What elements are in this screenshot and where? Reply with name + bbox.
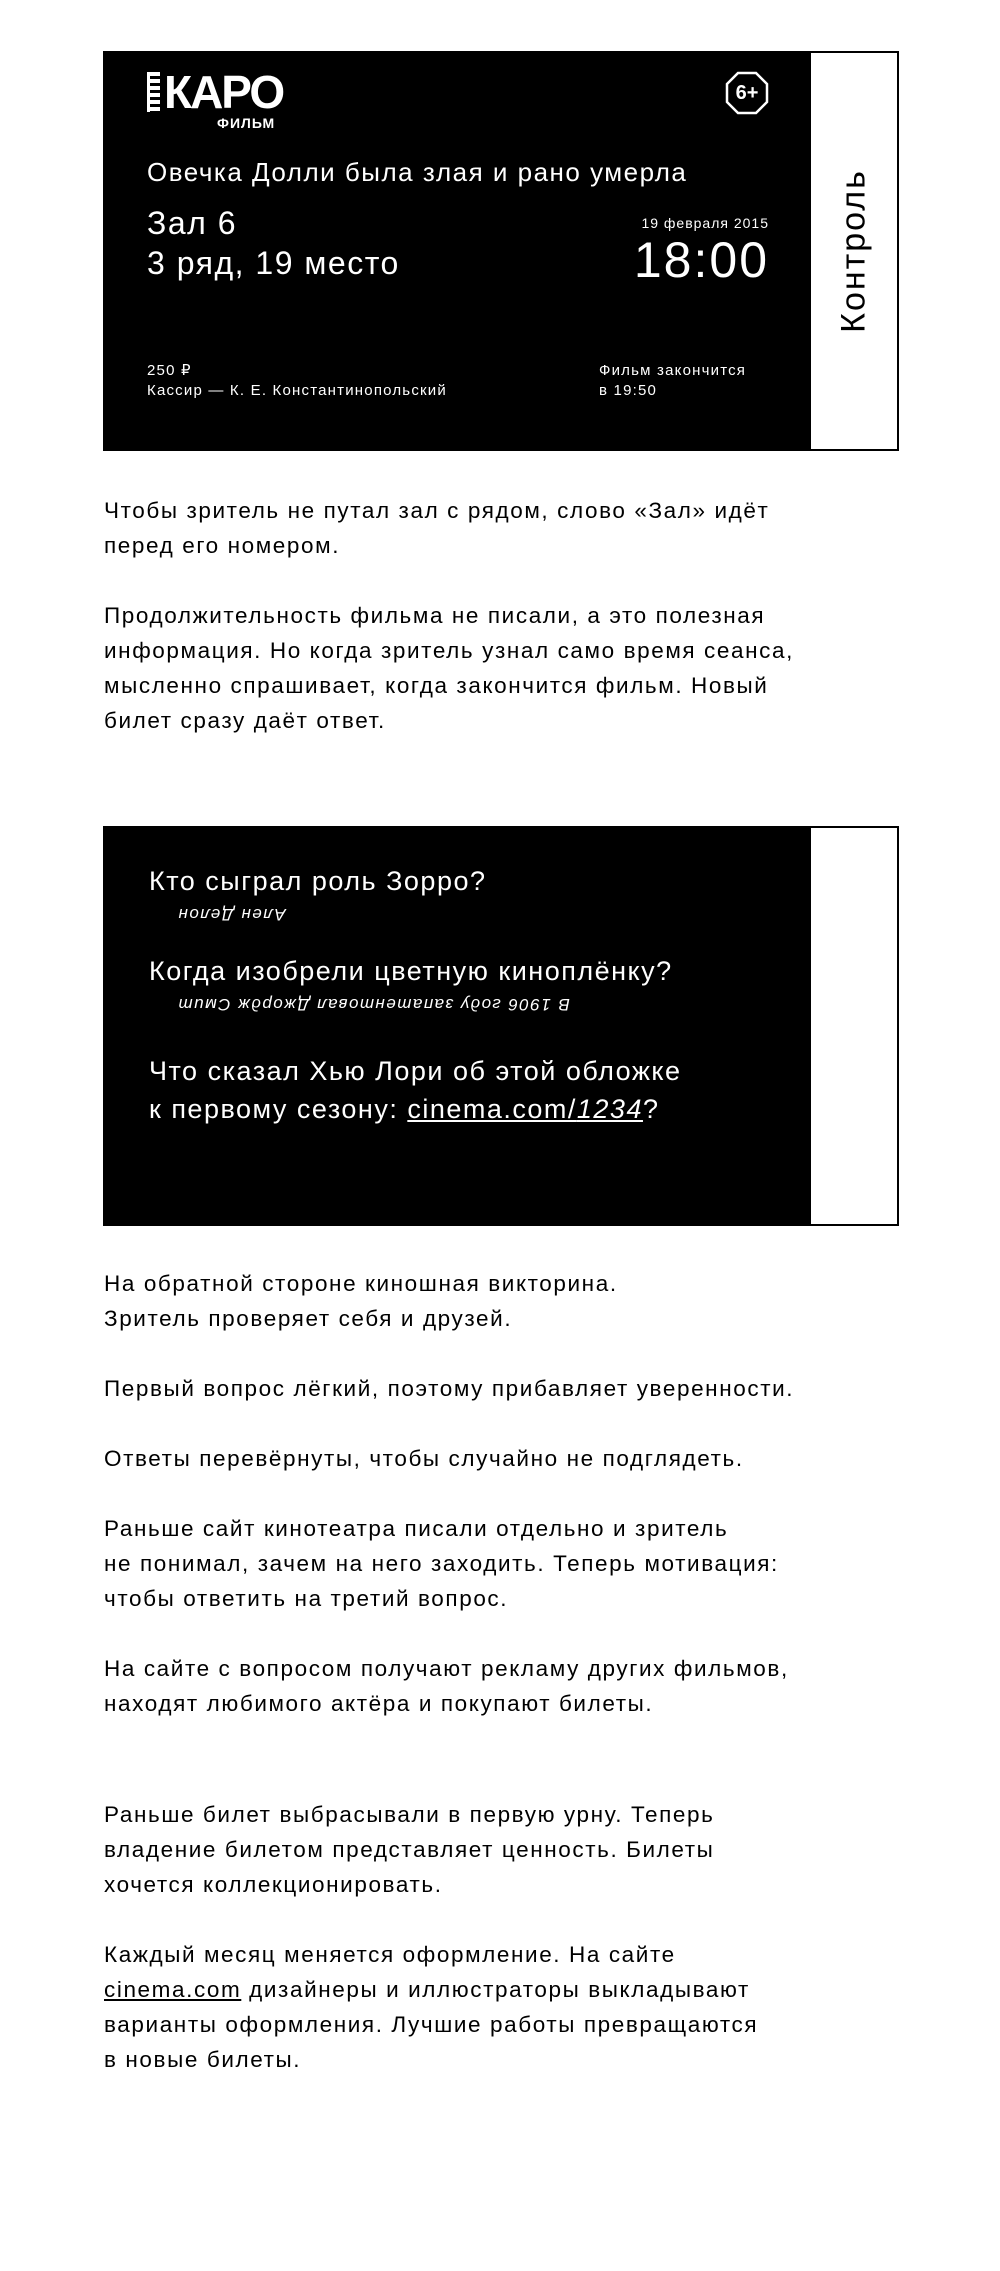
design-paragraph <box>104 1937 924 2077</box>
text-line: Чтобы зритель не путал зал с рядом, слово «Зал» идёт <box>104 498 770 523</box>
text-line: Первый вопрос лёгкий, поэтому прибавляет уверенности. <box>104 1376 795 1401</box>
text-line: На обратной стороне киношная викторина. <box>104 1271 618 1296</box>
seat-info: 3 ряд, 19 место <box>147 245 400 281</box>
quiz-paragraph-5 <box>104 1651 924 1721</box>
ticket-price: 250 ₽ <box>147 362 192 379</box>
text-line: дизайнеры и иллюстраторы выкладывают <box>241 1977 750 2002</box>
stub-control-label: Контроль <box>834 169 873 333</box>
karo-film-logo <box>147 66 284 131</box>
text-line: перед его номером. <box>104 533 341 558</box>
intro-paragraph-1 <box>104 493 924 563</box>
quiz-question-3 <box>149 1052 682 1128</box>
text-line: находят любимого актёра и покупают билеты. <box>104 1691 654 1716</box>
quiz-paragraph-1 <box>104 1266 924 1336</box>
quiz-paragraph-2 <box>104 1371 924 1406</box>
text-line: мысленно спрашивает, когда закончится фильм. Новый <box>104 673 769 698</box>
quiz-answer-2: В 1906 году запатентовал Джордж Смит <box>177 995 570 1014</box>
link-code: 1234 <box>576 1094 643 1124</box>
cashier-name: Кассир — К. Е. Константинопольский <box>147 382 447 399</box>
text-line: На сайте с вопросом получают рекламу других фильмов, <box>104 1656 789 1681</box>
film-ends-time: в 19:50 <box>599 382 658 399</box>
age-rating-badge <box>725 71 769 115</box>
text-line: владение билетом представляет ценность. Билеты <box>104 1837 715 1862</box>
quiz-question-3-line1: Что сказал Хью Лори об этой обложке <box>149 1056 682 1086</box>
ticket-stub <box>811 53 897 449</box>
session-time: 18:00 <box>633 232 769 288</box>
session-date: 19 февраля 2015 <box>641 215 769 231</box>
quiz-question-3-suffix: ? <box>642 1094 660 1124</box>
text-line: варианты оформления. Лучшие работы превращаются <box>104 2012 759 2037</box>
text-line: не понимал, зачем на него заходить. Теперь мотивация: <box>104 1551 779 1576</box>
intro-paragraph-2 <box>104 598 924 738</box>
ticket-stub <box>811 828 897 1224</box>
text-line: Продолжительность фильма не писали, а это полезная <box>104 603 766 628</box>
text-line: информация. Но когда зритель узнал само время сеанса, <box>104 638 794 663</box>
quiz-question-1: Кто сыграл роль Зорро? <box>149 866 487 896</box>
quiz-answer-1: Ален Делон <box>177 905 286 924</box>
quiz-question-2: Когда изобрели цветную киноплёнку? <box>149 956 673 986</box>
age-rating-text: 6+ <box>735 81 759 104</box>
collect-paragraph <box>104 1797 924 1902</box>
film-strip-icon <box>147 72 160 112</box>
text-line: Раньше сайт кинотеатра писали отдельно и зритель <box>104 1516 729 1541</box>
ticket-back <box>103 826 899 1226</box>
text-line: в новые билеты. <box>104 2047 302 2072</box>
text-line: Ответы перевёрнуты, чтобы случайно не подглядеть. <box>104 1446 744 1471</box>
text-line: билет сразу даёт ответ. <box>104 708 386 733</box>
text-line: чтобы ответить на третий вопрос. <box>104 1586 509 1611</box>
movie-title: Овечка Долли была злая и рано умерла <box>147 157 688 187</box>
quiz-paragraph-3 <box>104 1441 924 1476</box>
quiz-question-3-prefix: к первому сезону: <box>149 1094 408 1124</box>
text-line: Раньше билет выбрасывали в первую урну. Теперь <box>104 1802 715 1827</box>
logo-main-text: КАРО <box>164 66 284 118</box>
film-ends-label: Фильм закончится <box>599 362 747 379</box>
text-line: хочется коллекционировать. <box>104 1872 443 1897</box>
hall-number: Зал 6 <box>147 205 237 241</box>
link-domain: cinema.com/ <box>407 1094 577 1124</box>
text-line: Зритель проверяет себя и друзей. <box>104 1306 513 1331</box>
ticket-front <box>103 51 899 451</box>
quiz-paragraph-4 <box>104 1511 924 1616</box>
logo-sub-text: ФИЛЬМ <box>217 115 276 131</box>
text-line: Каждый месяц меняется оформление. На сайте <box>104 1942 676 1967</box>
quiz-site-link[interactable] <box>407 1094 643 1124</box>
cinema-site-link[interactable]: cinema.com <box>104 1977 242 2002</box>
